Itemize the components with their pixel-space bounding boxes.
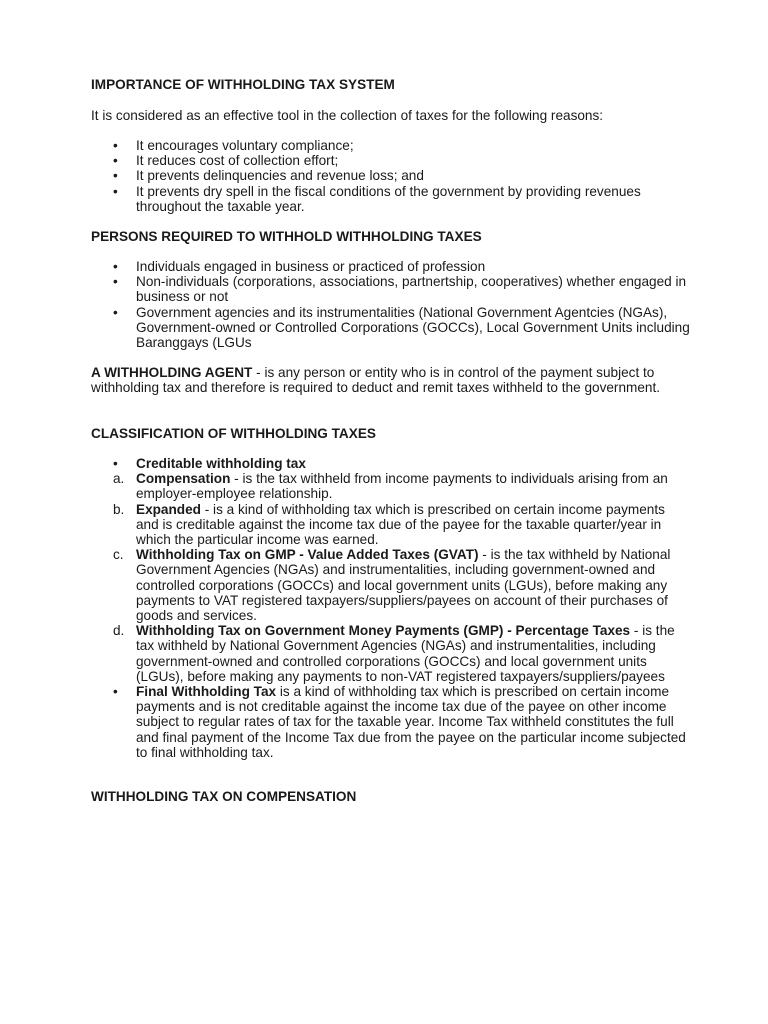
item-text: - is a kind of withholding tax which is prescribed on certain income payments and is creditable against the income tax due of the payee for the taxable quarter/year in which the particular income was earned. — [136, 501, 665, 548]
withholding-agent-term: A WITHHOLDING AGENT — [91, 365, 253, 380]
list-item-text: It prevents dry spell in the fiscal conditions of the government by providing revenues throughout the taxable year. — [136, 183, 641, 214]
section-heading-importance: IMPORTANCE OF WITHHOLDING TAX SYSTEM — [91, 77, 395, 92]
list-item — [91, 274, 691, 304]
final-term: Final Withholding Tax — [136, 684, 277, 700]
item-term: Compensation — [136, 471, 231, 487]
list-item — [91, 547, 691, 623]
list-item — [91, 138, 691, 153]
bullet-marker: • — [113, 274, 118, 290]
withholding-agent-definition: - is any person or entity who is in control of the payment subject to withholding tax and therefore is required to deduct and remit taxes withheld to the government. — [91, 365, 661, 396]
persons-list — [91, 259, 691, 350]
item-term: Withholding Tax on GMP - Value Added Taxes (GVAT) — [136, 547, 479, 563]
letter-marker: b. — [113, 501, 125, 517]
final-text: is a kind of withholding tax which is prescribed on certain income payments and is not creditable against the income tax due of the payee on other income subject to regular rates of tax for the taxable year. Income Tax withheld constitutes the full and final payment of the Income Tax due from the payee on the particular income subjected to final withholding tax. — [136, 684, 686, 760]
bullet-marker: • — [113, 138, 118, 153]
classification-list — [91, 456, 691, 760]
list-item — [91, 623, 691, 684]
list-item-text: It prevents delinquencies and revenue loss; and — [136, 168, 424, 184]
list-item — [91, 471, 691, 501]
letter-marker: d. — [113, 623, 125, 639]
section-heading-compensation: WITHHOLDING TAX ON COMPENSATION — [91, 789, 357, 804]
list-item — [91, 168, 691, 183]
letter-marker: c. — [113, 547, 124, 563]
list-item-text: Individuals engaged in business or practiced of profession — [136, 259, 486, 274]
list-item — [91, 184, 691, 214]
bullet-marker: • — [113, 259, 118, 274]
reasons-list — [91, 138, 691, 214]
intro-paragraph: It is considered as an effective tool in the collection of taxes for the following reasons: — [91, 108, 604, 123]
letter-marker: a. — [113, 471, 125, 487]
bullet-marker: • — [113, 304, 118, 320]
creditable-heading: Creditable withholding tax — [136, 456, 306, 471]
list-item — [91, 305, 691, 351]
section-heading-persons: PERSONS REQUIRED TO WITHHOLD WITHHOLDING TAXES — [91, 229, 482, 244]
bullet-marker: • — [113, 153, 118, 169]
list-item — [91, 153, 691, 168]
list-item-text: Non-individuals (corporations, associations, partnertship, cooperatives) whether engaged in business or not — [136, 274, 687, 305]
item-text: - is the tax withheld by National Government Agencies (NGAs) and instrumentalities, including government-owned and controlled corporations (GOCCs) and local government units (LGUs), before making any payments to VAT registered taxpayers/suppliers/payees on account of their purchases of goods and services. — [136, 547, 671, 624]
list-item-text: It encourages voluntary compliance; — [136, 138, 354, 153]
item-text: - is the tax withheld from income payments to individuals arising from an employer-employee relationship. — [136, 471, 668, 502]
list-item — [91, 502, 691, 548]
bullet-marker: • — [113, 168, 118, 184]
list-item — [91, 259, 691, 274]
list-item — [91, 456, 691, 471]
withholding-agent-paragraph — [91, 365, 691, 395]
section-heading-classification: CLASSIFICATION OF WITHHOLDING TAXES — [91, 426, 376, 441]
item-term: Expanded — [136, 501, 201, 517]
item-term: Withholding Tax on Government Money Payments (GMP) - Percentage Taxes — [136, 623, 631, 639]
item-text: - is the tax withheld by National Government Agencies (NGAs) and instrumentalities, including government-owned and controlled corporations (GOCCs) and local government units (LGUs), before making any payments to non-VAT registered taxpayers/suppliers/payees — [136, 623, 675, 684]
bullet-marker: • — [113, 684, 118, 700]
list-item-text: It reduces cost of collection effort; — [136, 153, 339, 169]
bullet-marker: • — [113, 183, 118, 199]
list-item — [91, 684, 691, 760]
list-item-text: Government agencies and its instrumentalities (National Government Agentcies (NGAs), Government-owned or Controlled Corporations (GOCCs), Local Government Units including Baranggays (LGUs — [136, 304, 690, 351]
bullet-marker: • — [113, 456, 118, 471]
